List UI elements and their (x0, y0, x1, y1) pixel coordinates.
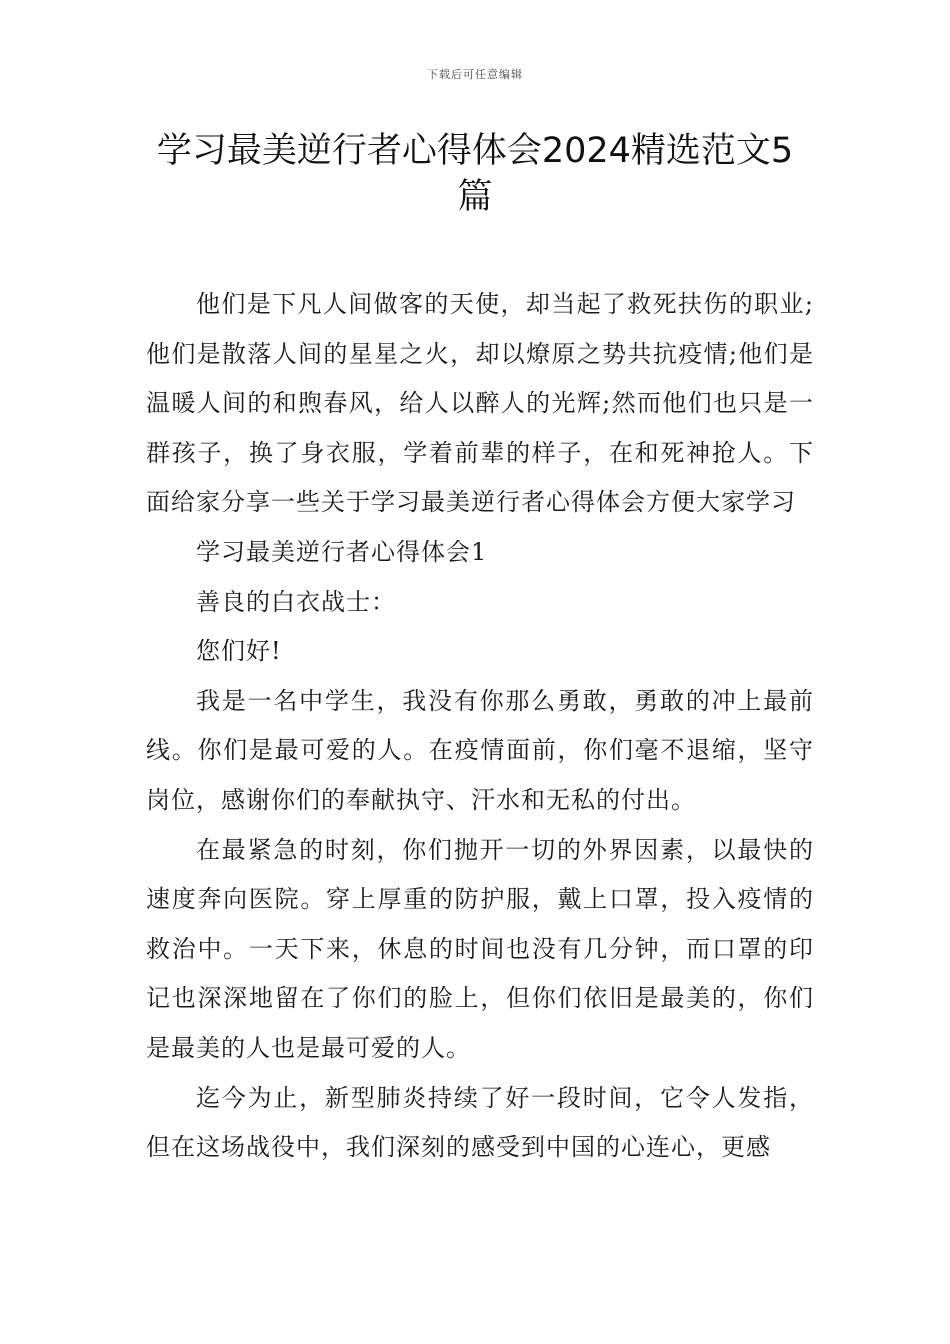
body-paragraph-2: 在最紧急的时刻，你们抛开一切的外界因素，以最快的速度奔向医院。穿上厚重的防护服，戴上口罩，投入疫情的救治中。一天下来，休息的时间也没有几分钟，而口罩的印记也深深地留在了你们的脸上，但你们依旧是最美的，你们是最美的人也是最可爱的人。 (146, 835, 814, 1062)
greeting: 您们好! (196, 637, 282, 666)
body-paragraph-1: 我是一名中学生，我没有你那么勇敢，勇敢的冲上最前线。你们是最可爱的人。在疫情面前，你们毫不退缩，坚守岗位，感谢你们的奉献执守、汗水和无私的付出。 (146, 686, 814, 814)
document-body (146, 280, 814, 1173)
body-paragraph-3: 迄今为止，新型肺炎持续了好一段时间，它令人发指，但在这场战役中，我们深刻的感受到中国的心连心，更感 (146, 1083, 814, 1162)
section-title: 学习最美逆行者心得体会1 (196, 537, 488, 566)
salutation: 善良的白衣战士： (196, 587, 396, 616)
intro-paragraph: 他们是下凡人间做客的天使，却当起了救死扶伤的职业;他们是散落人间的星星之火，却以燎原之势共抗疫情;他们是温暖人间的和煦春风，给人以醉人的光辉;然而他们也只是一群孩子，换了身衣服，学着前辈的样子，在和死神抢人。下面给家分享一些关于学习最美逆行者心得体会方便大家学习 (146, 290, 814, 517)
document-title: 学习最美逆行者心得体会2024精选范文5篇 (156, 131, 794, 217)
header-note: 下载后可任意编辑 (427, 68, 523, 81)
